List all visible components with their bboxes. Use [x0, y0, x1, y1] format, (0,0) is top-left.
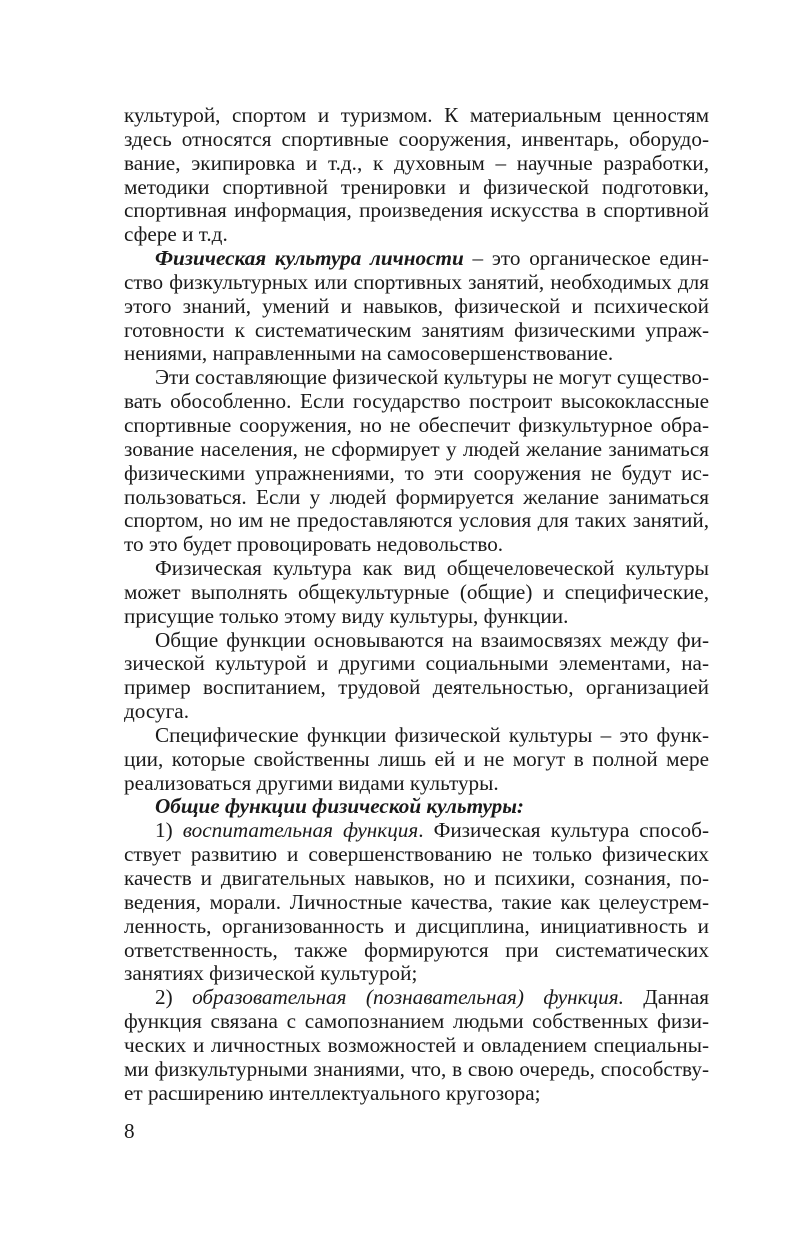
paragraph-components: Эти составляющие физической культуры не могут существовать обособленно. Если государство построит высококлассные спортивные сооружения, но не обеспечит физкультурное образование населения, не сформирует у людей желание заниматься физическими упражнениями, то эти сооружения не будут использоваться. Если у людей формируется желание заниматься спортом, но им не предоставляются условия для таких занятий, то это будет провоцировать недовольство. — [124, 365, 709, 557]
list-item-term: образовательная (познавательная) функция. — [192, 985, 624, 1010]
paragraph-general-functions: Общие функции основываются на взаимосвязях между физической культурой и другими социальными элементами, например воспитанием, трудовой деятельностью, организацией досуга. — [124, 627, 709, 724]
term-personal-physical-culture: Физическая культура личности — [155, 246, 464, 271]
page-number: 8 — [124, 1119, 135, 1143]
list-item-text: Данная функция связана с самопознанием людьми собственных физических и личностных возможностей и овладением специальными физкультурными знаниями, что, в свою очередь, способствует расширению интеллектуального кругозора; — [124, 985, 709, 1105]
list-item-term: воспитательная функция — [182, 818, 419, 843]
paragraph-personal-physical-culture — [124, 247, 709, 366]
paragraph-specific-functions: Специфические функции физической культуры – это функции, которые свойственны лишь ей и не могут в полной мере реализоваться другими видами культуры. — [124, 722, 709, 795]
definition-text: – это органическое единство физкультурных или спортивных занятий, необходимых для этого знаний, умений и навыков, физической и психической готовности к систематическим занятиям физическими упражнениями, направленными на самосовершенствование. — [124, 246, 709, 366]
section-heading: Общие функции физической культуры: — [155, 794, 524, 819]
paragraph-intro-continuation: культурой, спортом и туризмом. К материальным ценностям здесь относятся спортивные сооружения, инвентарь, оборудование, экипировка и т.д., к духовным – научные разработки, методики спортивной тренировки и физической подготовки, спортивная информация, произведения искусства в спортивной сфере и т.д. — [124, 103, 709, 247]
list-item-number: 2) — [155, 985, 193, 1010]
page-body — [124, 104, 709, 1105]
list-item-educational-function — [124, 819, 709, 986]
list-item-number: 1) — [155, 818, 183, 843]
list-item-text: . Физическая культура способствует развитию и совершенствованию не только физических качеств и двигательных навыков, но и психики, сознания, поведения, морали. Личностные качества, такие как целеустремленность, организованность и дисциплина, инициативность и ответственность, также формируются при систематических занятиях физической культурой; — [124, 818, 709, 986]
paragraph-culture-types: Физическая культура как вид общечеловеческой культуры может выполнять общекультурные (общие) и специфические, присущие только этому виду культуры, функции. — [124, 556, 709, 628]
list-item-cognitive-function — [124, 986, 709, 1105]
